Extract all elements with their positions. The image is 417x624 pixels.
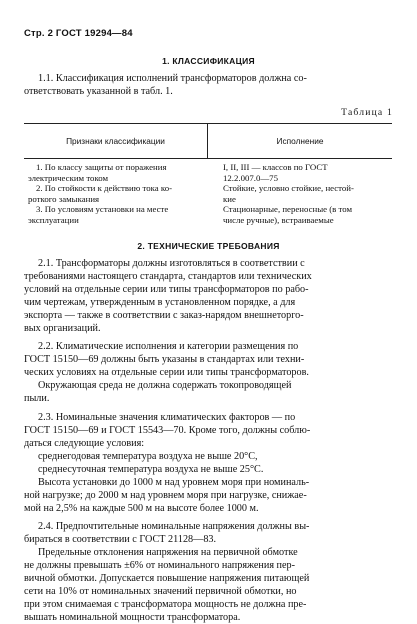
text-line: 1. По классу защиты от поражения [36, 162, 167, 172]
text-line: ной нагрузке; до 2000 м над уровнем моря при нагрузке, снижае- [24, 490, 307, 501]
text-line: чим чертежам, утвержденным в установленном порядке, а для [24, 297, 296, 308]
paragraph-2-3 [24, 411, 390, 515]
table-cell-criteria [28, 204, 168, 225]
text-line: ГОСТ 15150—69 должны быть указаны в стандартах или техни- [24, 354, 305, 365]
text-line: 2.4. Предпочтительные номинальные напряжения должны вы- [38, 521, 310, 532]
text-line: кие [223, 193, 236, 204]
text-line: вышать номинальной мощности трансформатора. [24, 612, 241, 623]
table-cell-criteria [28, 162, 166, 183]
text-line: даться следующие условия: [24, 438, 145, 449]
paragraph-2-1 [24, 257, 390, 335]
section-1-title: 1. КЛАССИФИКАЦИЯ [162, 56, 255, 66]
table-label: Таблица 1 [341, 107, 393, 118]
text-line: Высота установки до 1000 м над уровнем моря при номиналь- [38, 477, 310, 488]
table-cell-execution [223, 204, 352, 225]
text-line: вых организаций. [24, 323, 101, 334]
text-line: эксплуатации [28, 214, 79, 225]
text-line: сети на 10% от номинальных значений первичной обмотки, но [24, 586, 297, 597]
table-header-criteria: Признаки классификации [66, 136, 165, 146]
text-line: ГОСТ 15150—69 и ГОСТ 15543—70. Кроме того, должны соблю- [24, 425, 311, 436]
text-line: Стационарные, переносные (в том [223, 204, 353, 214]
text-line: вичной обмотки. Допускается повышение напряжения питающей [24, 573, 310, 584]
text-line: 2.3. Номинальные значения климатических факторов — по [38, 412, 296, 423]
text-line: 2.1. Трансформаторы должны изготовляться в соответствии с [38, 258, 305, 269]
text-line: Окружающая среда не должна содержать токопроводящей [38, 380, 292, 391]
text-line: 2.2. Климатические исполнения и категории размещения по [38, 341, 299, 352]
table-cell-execution [223, 183, 354, 204]
text-line: 2. По стойкости к действию тока ко- [36, 183, 173, 193]
list-item: среднегодовая температура воздуха не выше 20°С, [38, 451, 258, 462]
table-header-rule [24, 158, 392, 159]
text-line: числе ручные), встраиваемые [223, 214, 334, 225]
text-line: Предельные отклонения напряжения на первичной обмотке [38, 547, 298, 558]
table-top-rule [24, 123, 392, 124]
text-line: требованиями настоящего стандарта, стандартов или технических [24, 271, 312, 282]
text-line: роткого замыкания [28, 193, 100, 204]
text-line: условий на отдельные серии или типы трансформаторов по рабо- [24, 284, 309, 295]
table-cell-execution [223, 162, 328, 183]
page-header: Стр. 2 ГОСТ 19294—84 [24, 28, 133, 39]
text-line: мой на 2,5% на каждые 500 м на высоте более 1000 м. [24, 503, 259, 514]
text-line: ческих условиях на отдельные серии или типы трансформаторов. [24, 367, 309, 378]
text-line: экспорта — также в соответствии с заказ-нарядом внешнеторго- [24, 310, 304, 321]
text-line: Стойкие, условно стойкие, нестой- [223, 183, 354, 193]
text-line: 1.1. Классификация исполнений трансформаторов должна со- [38, 73, 307, 84]
text-line: 3. По условиям установки на месте [36, 204, 169, 214]
text-line: I, II, III — классов по ГОСТ [223, 162, 328, 172]
paragraph-2-4 [24, 520, 390, 624]
paragraph-2-2 [24, 340, 390, 405]
section-2-title: 2. ТЕХНИЧЕСКИЕ ТРЕБОВАНИЯ [137, 241, 280, 251]
text-line: электрическим током [28, 172, 109, 183]
text-line: ответствовать указанной в табл. 1. [24, 86, 173, 97]
text-line: пыли. [24, 393, 50, 404]
table-cell-criteria [28, 183, 172, 204]
text-line: 12.2.007.0—75 [223, 172, 278, 183]
text-line: при этом снимаемая с трансформатора мощность не должна пре- [24, 599, 307, 610]
text-line: не должны превышать ±6% от номинального напряжения пер- [24, 560, 296, 571]
paragraph-1-1 [24, 72, 390, 98]
table-header-execution: Исполнение [276, 136, 324, 146]
text-line: бираться в соответствии с ГОСТ 21128—83. [24, 534, 217, 545]
list-item: среднесуточная температура воздуха не выше 25°С. [38, 464, 264, 475]
